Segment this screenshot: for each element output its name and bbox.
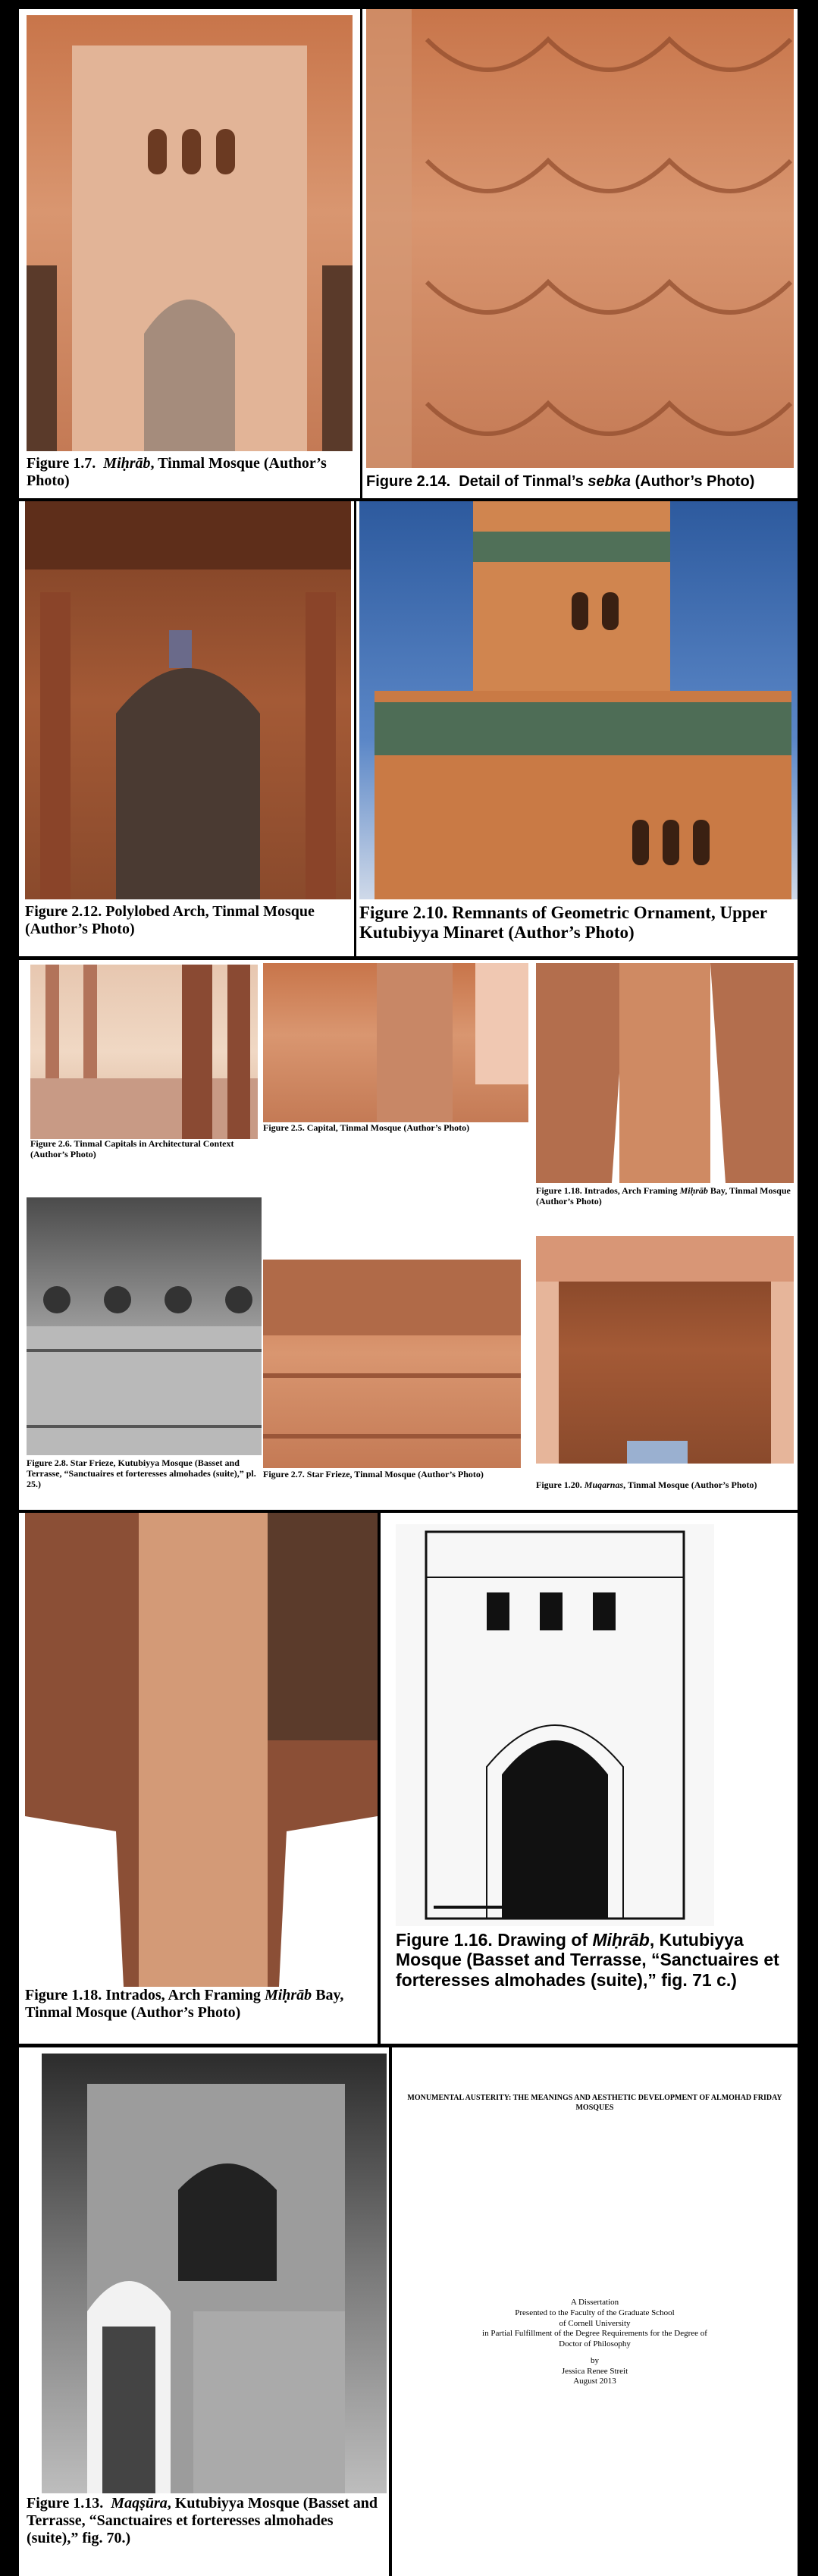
figure-1-13-panel bbox=[19, 2047, 389, 2576]
maqsura-photo bbox=[42, 2054, 387, 2493]
dissertation-title-page bbox=[392, 2047, 798, 2576]
caption-fig-1-18-large: Figure 1.18. Intrados, Arch Framing Miḥrāb Bay, Tinmal Mosque (Author’s Photo) bbox=[25, 1987, 344, 2021]
caption-fig-1-20: Figure 1.20. Muqarnas, Tinmal Mosque (Author’s Photo) bbox=[536, 1479, 757, 1490]
tinmal-star-frieze-photo bbox=[263, 1260, 521, 1468]
kutubiyya-star-frieze-photo bbox=[27, 1197, 262, 1455]
dissertation-title: MONUMENTAL AUSTERITY: THE MEANINGS AND AESTHETIC DEVELOPMENT OF ALMOHAD FRIDAY MOSQUES bbox=[407, 2094, 782, 2112]
caption-fig-2-10: Figure 2.10. Remnants of Geometric Ornament, Upper Kutubiyya Minaret (Author’s Photo) bbox=[359, 903, 767, 943]
caption-fig-1-7: Figure 1.7. Miḥrāb, Tinmal Mosque (Author’s Photo) bbox=[27, 455, 327, 489]
intrados-large-illustration bbox=[25, 1513, 378, 1987]
figure-1-18-large-panel bbox=[19, 1513, 378, 2044]
dissertation-front-matter bbox=[407, 2298, 782, 2387]
caption-fig-2-5: Figure 2.5. Capital, Tinmal Mosque (Author’s Photo) bbox=[263, 1122, 470, 1133]
caption-fig-2-12: Figure 2.12. Polylobed Arch, Tinmal Mosque (Author’s Photo) bbox=[25, 903, 315, 937]
caption-fig-2-6: Figure 2.6. Tinmal Capitals in Architectural Context (Author’s Photo) bbox=[30, 1138, 234, 1159]
front-line: Doctor of Philosophy bbox=[559, 2339, 631, 2349]
front-line: A Dissertation bbox=[570, 2298, 619, 2307]
polylobed-arch-illustration bbox=[25, 501, 351, 899]
figure-2-10-panel bbox=[356, 501, 798, 956]
intrados-small-illustration bbox=[536, 963, 794, 1183]
maqsura-illustration bbox=[42, 2054, 387, 2493]
caption-fig-2-8: Figure 2.8. Star Frieze, Kutubiyya Mosque (Basset and Terrasse, “Sanctuaires et forteresses almohades (suite),” pl. 25.) bbox=[27, 1457, 256, 1489]
caption-fig-1-18-small: Figure 1.18. Intrados, Arch Framing Miḥrāb Bay, Tinmal Mosque (Author’s Photo) bbox=[536, 1185, 791, 1206]
capital-photo bbox=[263, 963, 528, 1122]
capital-illustration bbox=[263, 963, 528, 1122]
star-frieze-color-illustration bbox=[263, 1260, 521, 1468]
date: August 2013 bbox=[573, 2377, 616, 2386]
figure-2-14-panel bbox=[362, 9, 798, 498]
sebka-detail-photo bbox=[366, 9, 794, 468]
front-line: by bbox=[591, 2355, 599, 2365]
mihrab-drawing-illustration bbox=[396, 1524, 714, 1926]
grid-panel bbox=[19, 960, 798, 1510]
figure-1-7-panel bbox=[19, 9, 360, 498]
figure-1-16-panel bbox=[381, 1513, 798, 2044]
kutubiyya-minaret-photo bbox=[359, 501, 798, 899]
mihrab-arch-illustration bbox=[27, 15, 353, 451]
star-frieze-bw-illustration bbox=[27, 1197, 262, 1455]
mihrab-photo bbox=[27, 15, 353, 451]
intrados-large-photo bbox=[25, 1513, 378, 1987]
front-line: of Cornell University bbox=[559, 2318, 631, 2328]
polylobed-arch-photo bbox=[25, 501, 351, 899]
caption-fig-2-14: Figure 2.14. Detail of Tinmal’s sebka (Author’s Photo) bbox=[366, 473, 755, 490]
intrados-small-photo bbox=[536, 963, 794, 1183]
muqarnas-photo bbox=[536, 1236, 794, 1464]
caption-fig-1-13: Figure 1.13. Maqṣūra, Kutubiyya Mosque (Basset and Terrasse, “Sanctuaires et forteresses almohades (suite),” fig. 70.) bbox=[27, 2495, 378, 2546]
front-line: in Partial Fulfillment of the Degree Requirements for the Degree of bbox=[482, 2329, 707, 2339]
sebka-pattern-illustration bbox=[366, 9, 794, 468]
capitals-illustration bbox=[30, 965, 258, 1139]
caption-fig-2-7: Figure 2.7. Star Frieze, Tinmal Mosque (Author’s Photo) bbox=[263, 1469, 484, 1479]
front-line: Presented to the Faculty of the Graduate School bbox=[515, 2308, 675, 2317]
minaret-illustration bbox=[359, 501, 798, 899]
figure-2-12-panel bbox=[19, 501, 354, 956]
muqarnas-illustration bbox=[536, 1236, 794, 1464]
caption-fig-1-16: Figure 1.16. Drawing of Miḥrāb, Kutubiyya Mosque (Basset and Terrasse, “Sanctuaires et forteresses almohades (suite),” fig. 71 c.) bbox=[396, 1930, 779, 1990]
tinmal-capitals-photo bbox=[30, 965, 258, 1139]
author-name: Jessica Renee Streit bbox=[561, 2366, 628, 2376]
mihrab-drawing bbox=[396, 1524, 714, 1926]
